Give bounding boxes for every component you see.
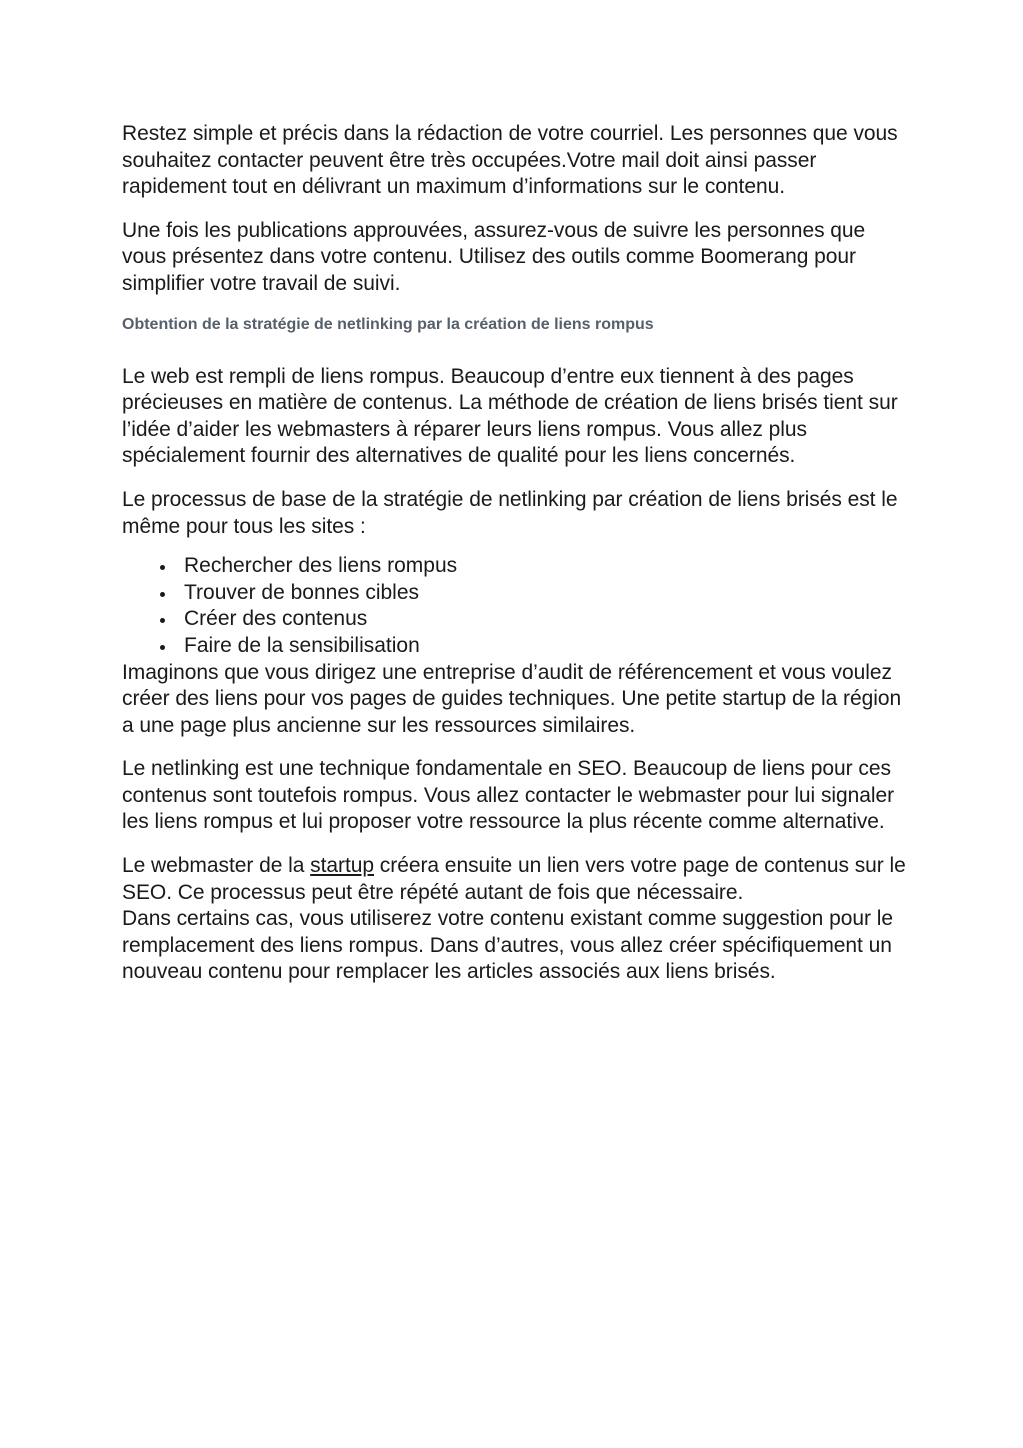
paragraph-process-intro: Le processus de base de la stratégie de netlinking par création de liens brisés est le même pour tous les sites : (122, 487, 898, 538)
bullet-icon (160, 565, 165, 570)
list-item: Trouver de bonnes cibles (184, 580, 912, 607)
process-steps-list (122, 553, 912, 659)
list-item: Faire de la sensibilisation (184, 633, 912, 660)
bullet-icon (160, 592, 165, 597)
paragraph-existing-content: Dans certains cas, vous utiliserez votre contenu existant comme suggestion pour le remplacement des liens rompus. Dans d’autres, vous allez créer spécifiquement un nouveau contenu pour remplacer les articles associés aux liens brisés. (122, 907, 893, 984)
startup-link[interactable]: startup (310, 854, 375, 878)
section-heading: Obtention de la stratégie de netlinking par la création de liens rompus (122, 315, 654, 333)
bullet-icon (160, 618, 165, 623)
bullet-icon (160, 645, 165, 650)
paragraph-email-advice: Restez simple et précis dans la rédaction de votre courriel. Les personnes que vous souhaitez contacter peuvent être très occupées.Votre mail doit ainsi passer rapidement tout en délivrant un maximum d’informations sur le contenu. (122, 122, 898, 199)
list-item: Rechercher des liens rompus (184, 553, 912, 580)
document-page (122, 121, 912, 1003)
paragraph-netlinking-seo: Le netlinking est une technique fondamentale en SEO. Beaucoup de liens pour ces contenus sont toutefois rompus. Vous allez contacter le webmaster pour lui signaler les liens rompus et lui proposer votre ressource la plus récente comme alternative. (122, 757, 895, 834)
paragraph-webmaster-link: Le webmaster de la startup créera ensuite un lien vers votre page de contenus sur le SEO. Ce processus peut être répété autant de fois que nécessaire. (122, 854, 906, 904)
paragraph-follow-up: Une fois les publications approuvées, assurez-vous de suivre les personnes que vous présentez dans votre contenu. Utilisez des outils comme Boomerang pour simplifier votre travail de suivi. (122, 218, 866, 295)
paragraph-example-audit: Imaginons que vous dirigez une entreprise d’audit de référencement et vous voulez créer des liens pour vos pages de guides techniques. Une petite startup de la région a une page plus ancienne sur les ressources similaires. (122, 660, 902, 737)
paragraph-broken-links-intro: Le web est rempli de liens rompus. Beaucoup d’entre eux tiennent à des pages précieuses en matière de contenus. La méthode de création de liens brisés tient sur l’idée d’aider les webmasters à réparer leurs liens rompus. Vous allez plus spécialement fournir des alternatives de qualité pour les liens concernés. (122, 364, 898, 468)
list-item: Créer des contenus (184, 606, 912, 633)
